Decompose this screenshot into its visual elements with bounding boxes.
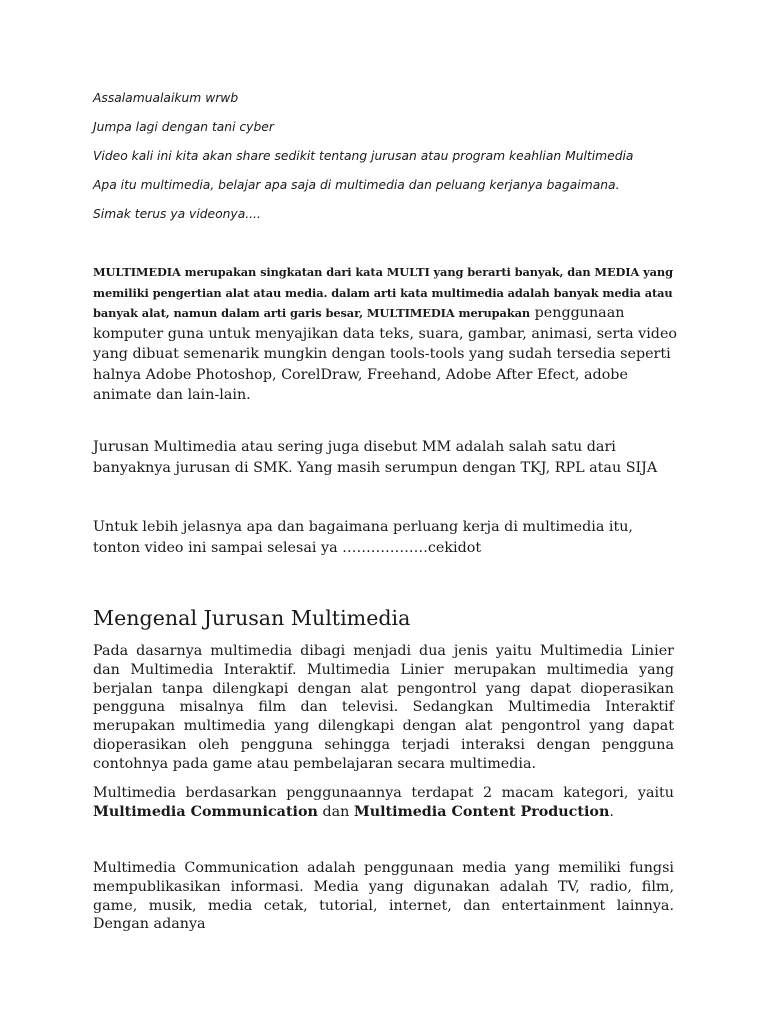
greeting-line: Assalamualaikum wrwb xyxy=(93,91,239,105)
section-heading: Mengenal Jurusan Multimedia xyxy=(93,606,411,630)
body-paragraph-1: Pada dasarnya multimedia dibagi menjadi dua jenis yaitu Multimedia Linier dan Multimedia Interaktif. Multimedia Linier merupakan multimedia yang berjalan tanpa dilengkapi dengan alat pengontrol yang dapat dioperasikan pengguna misalnya film dan televisi. Sedangkan Multimedia Interaktif merupakan multimedia yang dilengkapi dengan alat pengontrol yang dapat dioperasikan oleh pengguna sehingga terjadi interaksi dengan pengguna contohnya pada game atau pembelajaran secara multimedia. xyxy=(93,643,674,772)
intro-block xyxy=(93,89,693,234)
definition-block xyxy=(93,262,678,406)
body-paragraph-3: Multimedia Communication adalah penggunaan media yang memiliki fungsi mempublikasikan informasi. Media yang digunakan adalah TV, radio, film, game, musik, media cetak, tutorial, internet, dan entertainment lainnya. Dengan adanya xyxy=(93,860,674,933)
closing-paragraph: Untuk lebih jelasnya apa dan bagaimana perluang kerja di multimedia itu, tonton video ini sampai selesai ya ………………cekidot xyxy=(93,519,633,556)
term-multimedia-communication: Multimedia Communication xyxy=(93,803,318,820)
watch-line: Simak terus ya videonya.... xyxy=(93,207,261,221)
body2-end: . xyxy=(609,803,614,820)
welcome-line: Jumpa lagi dengan tani cyber xyxy=(93,120,274,134)
body-paragraph-2 xyxy=(93,784,674,822)
jurusan-paragraph: Jurusan Multimedia atau sering juga disebut MM adalah salah satu dari banyaknya jurusan di SMK. Yang masih serumpun dengan TKJ, RPL atau SIJA xyxy=(93,439,658,476)
body2-mid: dan xyxy=(317,803,354,820)
definition-regular-text: penggunaan komputer guna untuk menyajikan data teks, suara, gambar, animasi, serta video yang dibuat semenarik mungkin dengan tools-tools yang sudah tersedia seperti halnya Adobe Photoshop, CorelDraw, Freehand, Adobe After Efect, adobe animate dan lain-lain. xyxy=(93,305,678,403)
term-multimedia-content-production: Multimedia Content Production xyxy=(353,803,610,820)
definition-paragraph xyxy=(93,262,678,406)
topic-line: Video kali ini kita akan share sedikit tentang jurusan atau program keahlian Multimedia xyxy=(93,149,634,163)
definition-bold-text: MULTIMEDIA merupakan singkatan dari kata MULTI yang berarti banyak, dan MEDIA yang memiliki pengertian alat atau media. dalam arti kata multimedia adalah banyak media atau banyak alat, namun dalam arti garis besar, MULTIMEDIA merupakan xyxy=(93,265,673,320)
question-line: Apa itu multimedia, belajar apa saja di multimedia dan peluang kerjanya bagaimana. xyxy=(93,178,620,192)
body2-lead: Multimedia berdasarkan penggunaannya terdapat 2 macam kategori, yaitu xyxy=(93,785,674,801)
